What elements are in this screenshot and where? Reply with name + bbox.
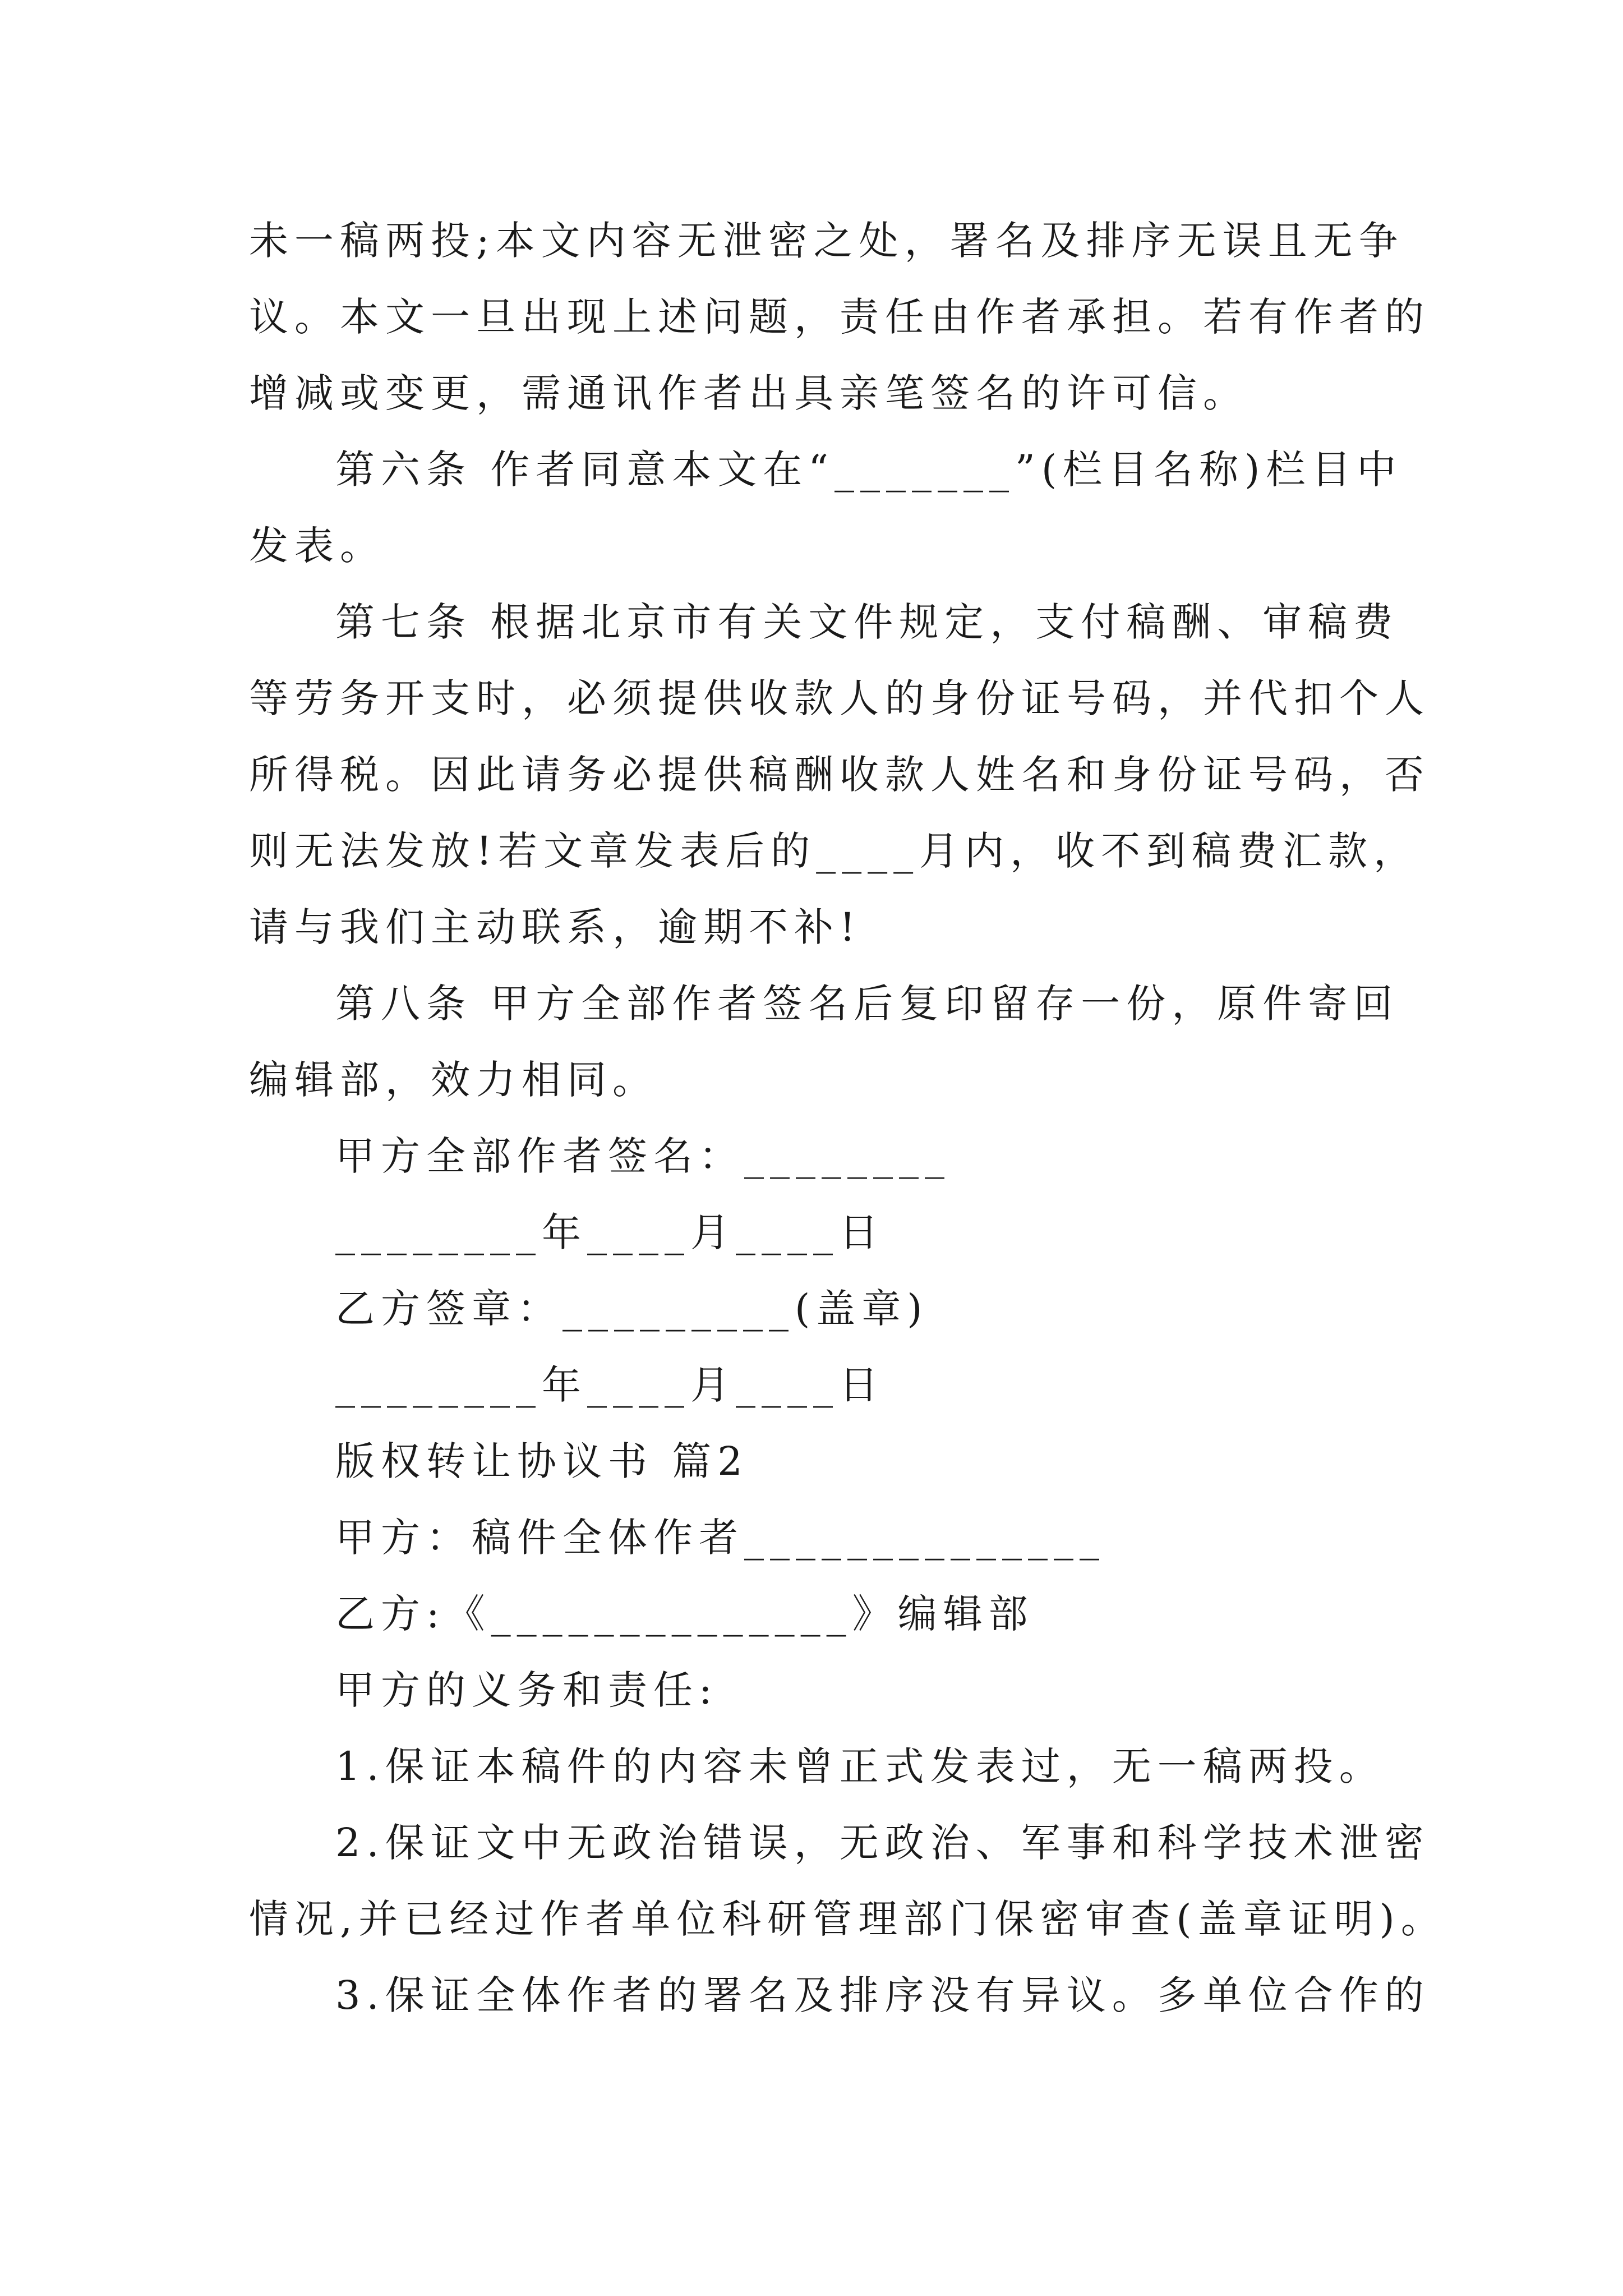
- line-text: 甲方的义务和责任:: [335, 1667, 718, 1713]
- party-b-line: [0, 1576, 1623, 1652]
- line-text: 甲方全部作者签名：________: [335, 1133, 951, 1179]
- text-line: [0, 355, 1623, 431]
- line-text: 甲方：稿件全体作者______________: [335, 1515, 1105, 1561]
- party-a-line: [0, 1499, 1623, 1576]
- text-line: [0, 737, 1623, 813]
- text-line: [0, 660, 1623, 737]
- section-title: [0, 1423, 1623, 1499]
- line-text: 1.保证本稿件的内容未曾正式发表过，无一稿两投。: [335, 1743, 1385, 1789]
- line-text: 则无法发放!若文章发表后的____月内，收不到稿费汇款，: [249, 828, 1419, 874]
- article-6: [0, 431, 1623, 508]
- line-text: 乙方:《______________》编辑部: [335, 1591, 1034, 1637]
- line-text: 议。本文一旦出现上述问题，责任由作者承担。若有作者的: [249, 294, 1430, 340]
- obligation-2: [0, 1805, 1623, 1881]
- article-7: [0, 584, 1623, 660]
- obligation-1: [0, 1728, 1623, 1805]
- party-b-date: [0, 1347, 1623, 1423]
- article-8: [0, 965, 1623, 1042]
- line-text: 版权转让协议书 篇2: [335, 1438, 749, 1484]
- line-text: 增减或变更，需通讯作者出具亲笔签名的许可信。: [249, 370, 1248, 416]
- line-text: 3.保证全体作者的署名及排序没有异议。多单位合作的: [335, 1972, 1430, 2018]
- line-text: 编辑部，效力相同。: [249, 1057, 658, 1103]
- line-text: 发表。: [249, 523, 385, 569]
- line-text: 未一稿两投;本文内容无泄密之处，署名及排序无误且无争: [249, 218, 1404, 264]
- text-line: [0, 1881, 1623, 1957]
- text-line: [0, 813, 1623, 889]
- text-line: [0, 508, 1623, 584]
- line-text: 第六条 作者同意本文在“_______”(栏目名称)栏目中: [335, 447, 1403, 493]
- party-a-signature: [0, 1118, 1623, 1194]
- party-b-seal: [0, 1271, 1623, 1347]
- line-text: 所得税。因此请务必提供稿酬收款人姓名和身份证号码，否: [249, 752, 1430, 798]
- line-text: 2.保证文中无政治错误，无政治、军事和科学技术泄密: [335, 1820, 1430, 1866]
- text-line: [0, 889, 1623, 965]
- line-text: ________年____月____日: [335, 1362, 884, 1408]
- line-text: ________年____月____日: [335, 1209, 884, 1255]
- obligations-heading: [0, 1652, 1623, 1728]
- text-line: [0, 1042, 1623, 1118]
- text-line: [0, 203, 1623, 279]
- line-text: 第七条 根据北京市有关文件规定，支付稿酬、审稿费: [335, 599, 1399, 645]
- obligation-3: [0, 1957, 1623, 2033]
- line-text: 等劳务开支时，必须提供收款人的身份证号码，并代扣个人: [249, 675, 1430, 721]
- line-text: 第八条 甲方全部作者签名后复印留存一份，原件寄回: [335, 981, 1399, 1027]
- line-text: 乙方签章：_________(盖章): [335, 1286, 929, 1332]
- line-text: 请与我们主动联系，逾期不补!: [249, 904, 862, 950]
- party-a-date: [0, 1194, 1623, 1271]
- text-line: [0, 279, 1623, 355]
- line-text: 情况,并已经过作者单位科研管理部门保密审查(盖章证明)。: [249, 1896, 1446, 1942]
